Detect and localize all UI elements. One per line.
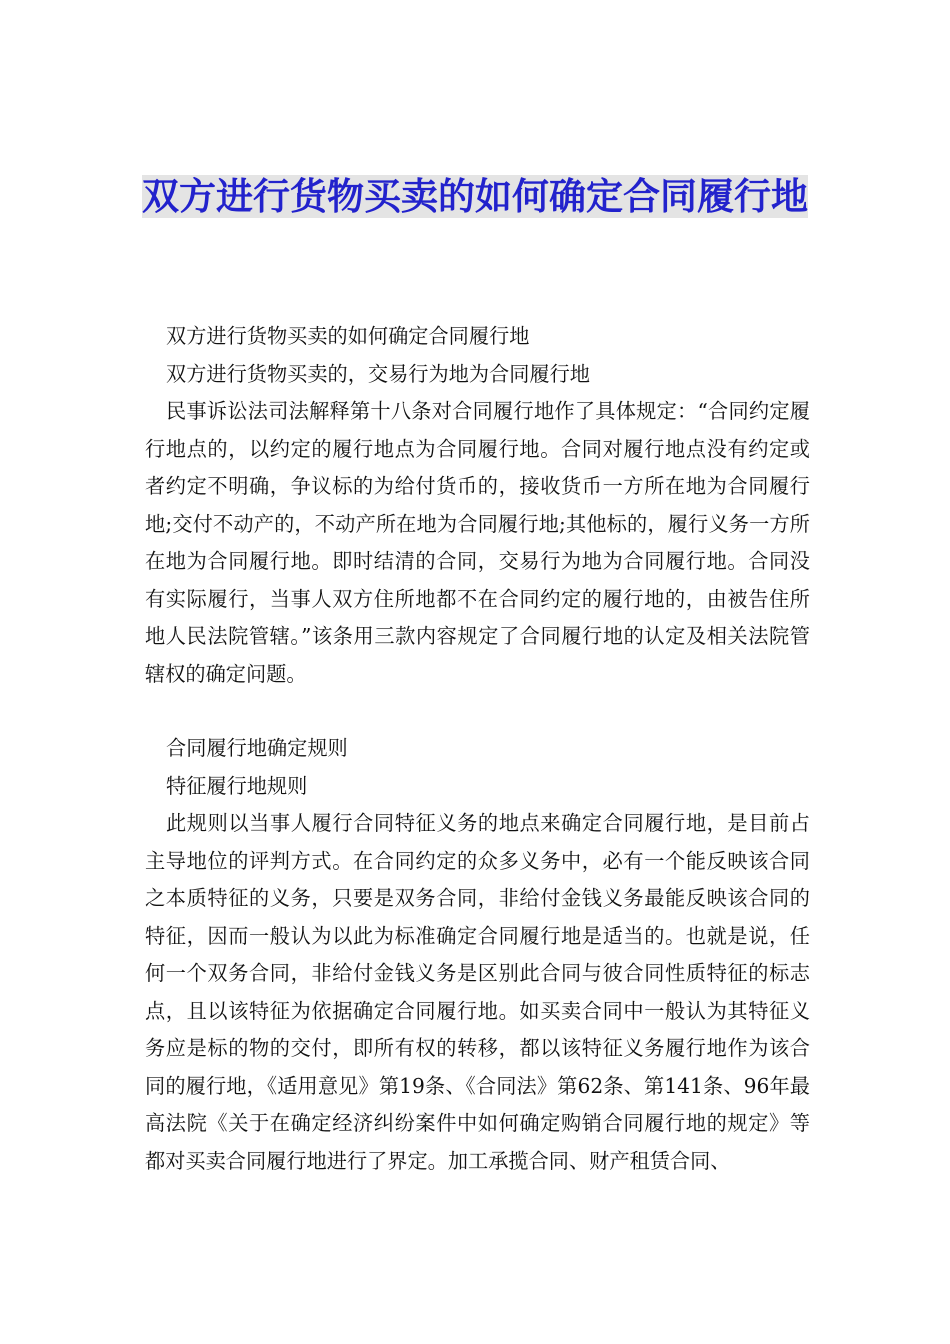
paragraph-characteristic-rule: 此规则以当事人履行合同特征义务的地点来确定合同履行地，是目前占主导地位的评判方式。在合同约定的众多义务中，必有一个能反映该合同之本质特征的义务，只要是双务合同，非给付金钱义务最能反映该合同的特征，因而一般认为以此为标准确定合同履行地是适当的。也就是说，任何一个双务合同，非给付金钱义务是区别此合同与彼合同性质特征的标志点，且以该特征为依据确定合同履行地。如买卖合同中一般认为其特征义务应是标的物的交付，即所有权的转移，都以该特征义务履行地作为该合同的履行地，《适用意见》第19条、《合同法》第62条、第141条、96年最高法院《关于在确定经济纠纷案件中如何确定购销合同履行地的规定》等都对买卖合同履行地进行了界定。加工承揽合同、财产租赁合同、 <box>145 811 810 1173</box>
title-text: 双方进行货物买卖的如何确定合同履行地 <box>142 175 808 218</box>
document-body <box>145 318 810 1180</box>
paragraph-summary: 双方进行货物买卖的，交易行为地为合同履行地 <box>166 361 590 386</box>
document-title <box>120 172 830 222</box>
subsection-heading-characteristic: 特征履行地规则 <box>166 773 308 798</box>
section-heading-rules: 合同履行地确定规则 <box>166 736 348 760</box>
paragraph-legal-provision: 民事诉讼法司法解释第十八条对合同履行地作了具体规定：“合同约定履行地点的，以约定的履行地点为合同履行地。合同对履行地点没有约定或者约定不明确，争议标的为给付货币的，接收货币一方所在地为合同履行地;交付不动产的，不动产所在地为合同履行地;其他标的，履行义务一方所在地为合同履行地。即时结清的合同，交易行为地为合同履行地。合同没有实际履行，当事人双方住所地都不在合同约定的履行地的，由被告住所地人民法院管辖。”该条用三款内容规定了合同履行地的认定及相关法院管辖权的确定问题。 <box>145 399 810 686</box>
paragraph-subtitle: 双方进行货物买卖的如何确定合同履行地 <box>166 324 530 348</box>
